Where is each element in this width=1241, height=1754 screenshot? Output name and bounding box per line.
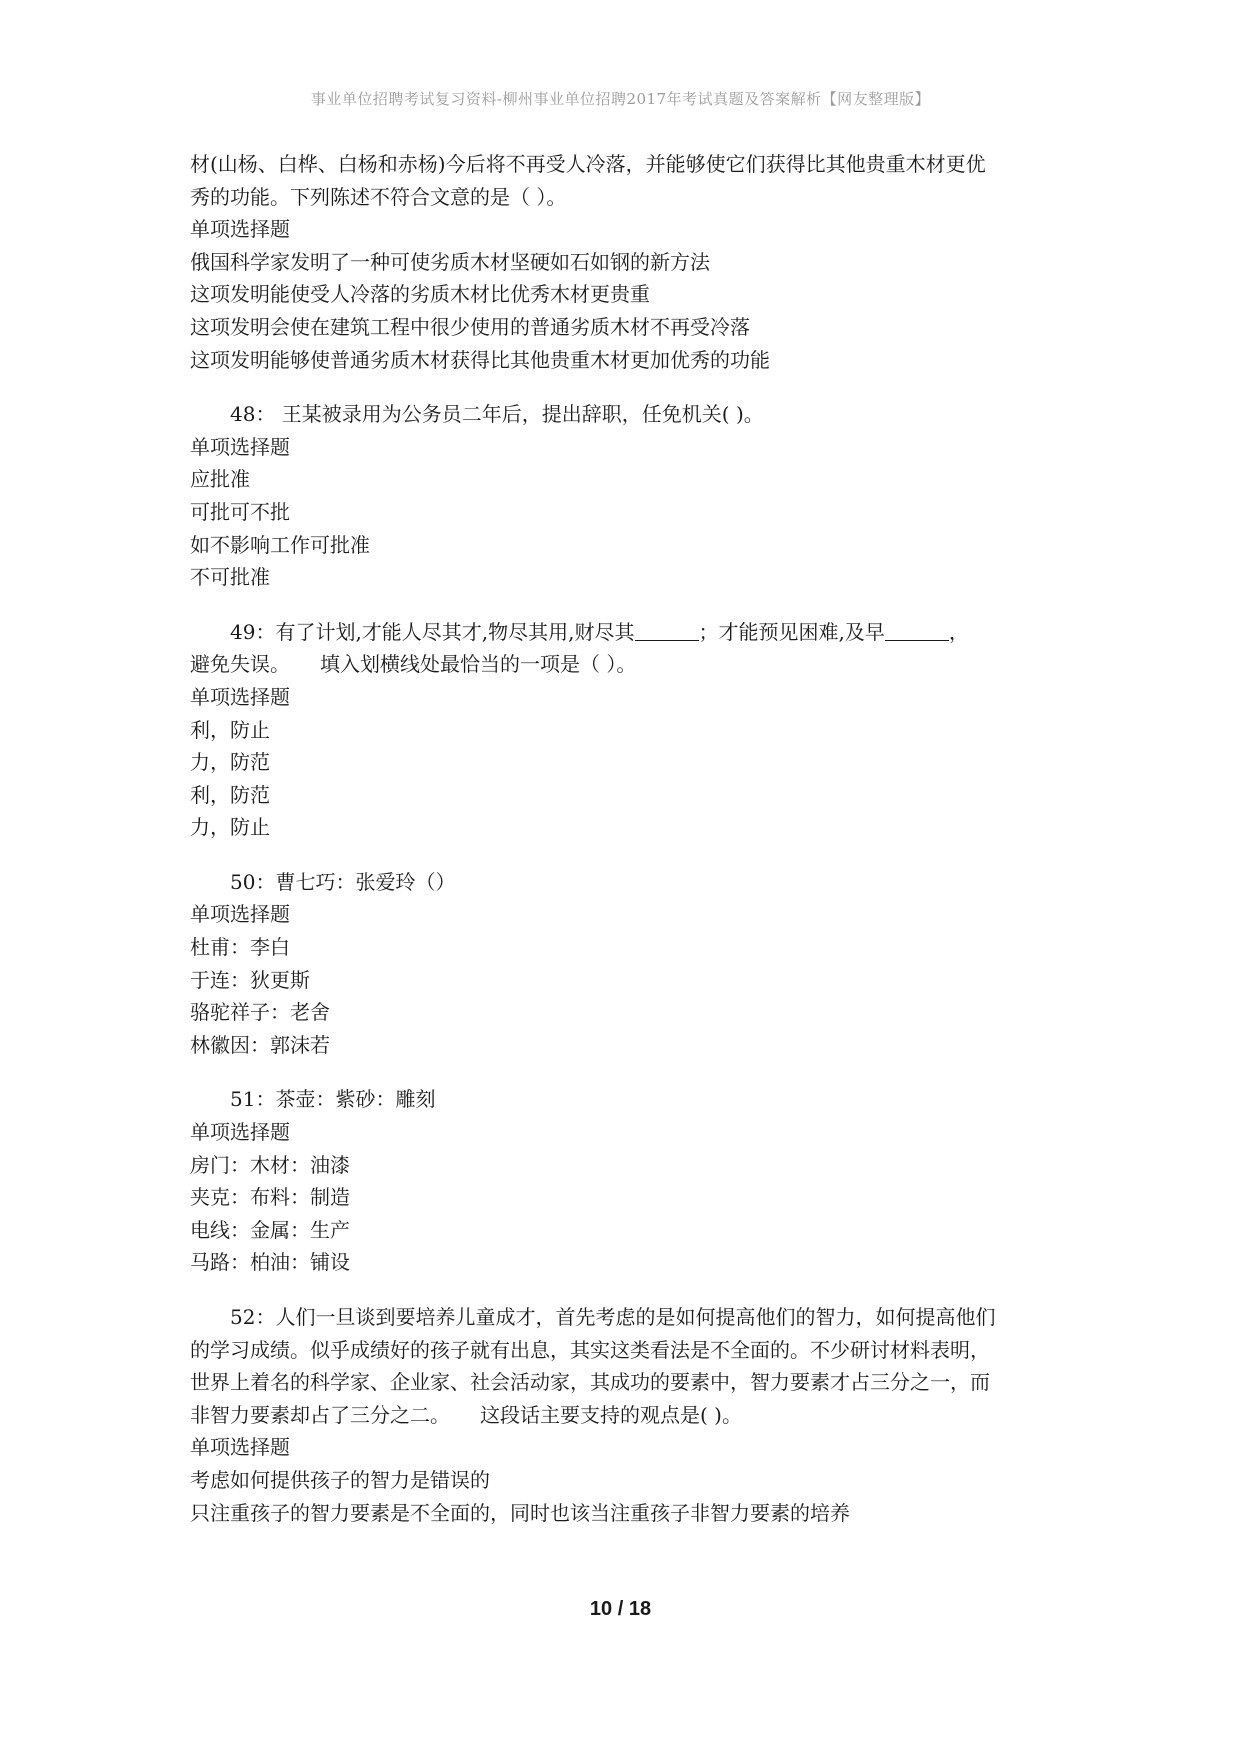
question-type-label: 单项选择题 xyxy=(190,1435,290,1460)
question-stem: 50：曹七巧：张爱玲（） xyxy=(230,869,456,894)
question-50 xyxy=(190,866,1070,1062)
answer-option: 利，防范 xyxy=(190,782,270,807)
question-48 xyxy=(190,398,1070,594)
question-stem-line: 非智力要素却占了三分之二。 这段话主要支持的观点是( )。 xyxy=(190,1402,742,1427)
stem-text: ；才能预见困难,及早 xyxy=(698,619,885,644)
spacer xyxy=(190,594,1070,616)
question-51 xyxy=(190,1083,1070,1279)
answer-option: 俄国科学家发明了一种可使劣质木材坚硬如石如钢的新方法 xyxy=(190,249,710,274)
answer-option: 不可批准 xyxy=(190,565,270,590)
question-stem-line: 52：人们一旦谈到要培养儿童成才，首先考虑的是如何提高他们的智力，如何提高他们 xyxy=(230,1305,996,1329)
answer-option: 利，防止 xyxy=(190,717,270,742)
spacer xyxy=(190,844,1070,866)
fill-blank xyxy=(635,620,699,641)
answer-option: 这项发明能使受人冷落的劣质木材比优秀木材更贵重 xyxy=(190,282,650,307)
answer-option: 可批可不批 xyxy=(190,499,290,524)
spacer xyxy=(190,1279,1070,1301)
question-type-label: 单项选择题 xyxy=(190,902,290,927)
stem-text: 49：有了计划,才能人尽其才,物尽其用,财尽其 xyxy=(230,619,635,644)
question-stem: 48： 王某被录用为公务员二年后，提出辞职，任免机关( )。 xyxy=(230,402,764,427)
question-stem-line: 避免失误。 填入划横线处最恰当的一项是（ ）。 xyxy=(190,652,637,677)
answer-option: 房门：木材：油漆 xyxy=(190,1152,350,1177)
answer-option: 这项发明能够使普通劣质木材获得比其他贵重木材更加优秀的功能 xyxy=(190,347,770,372)
answer-option: 林徽因：郭沫若 xyxy=(190,1032,330,1057)
answer-option: 于连：狄更斯 xyxy=(190,967,310,992)
document-body xyxy=(190,148,1070,1529)
question-47-tail xyxy=(190,148,1070,376)
question-stem-line: 世界上着名的科学家、企业家、社会活动家，其成功的要素中，智力要素才占三分之一，而 xyxy=(190,1370,990,1395)
answer-option: 只注重孩子的智力要素是不全面的，同时也该当注重孩子非智力要素的培养 xyxy=(190,1500,850,1525)
answer-option: 力，防范 xyxy=(190,750,270,775)
question-type-label: 单项选择题 xyxy=(190,217,290,242)
question-stem-line xyxy=(190,616,1070,649)
answer-option: 杜甫：李白 xyxy=(190,935,290,960)
question-stem: 51：茶壶：紫砂：雕刻 xyxy=(230,1087,436,1112)
spacer xyxy=(190,1061,1070,1083)
answer-option: 考虑如何提供孩子的智力是错误的 xyxy=(190,1467,490,1492)
answer-option: 应批准 xyxy=(190,467,250,492)
question-stem-line: 的学习成绩。似乎成绩好的孩子就有出息，其实这类看法是不全面的。不少研讨材料表明， xyxy=(190,1337,990,1362)
answer-option: 骆驼祥子：老舍 xyxy=(190,1000,330,1025)
answer-option: 马路：柏油：铺设 xyxy=(190,1250,350,1275)
fill-blank xyxy=(885,620,949,641)
question-stem-line: 材(山杨、白桦、白杨和赤杨)今后将不再受人冷落，并能够使它们获得比其他贵重木材更优 xyxy=(190,152,986,176)
stem-text: ， xyxy=(948,619,969,644)
answer-option: 如不影响工作可批准 xyxy=(190,532,370,557)
question-type-label: 单项选择题 xyxy=(190,1120,290,1145)
question-stem-line: 秀的功能。下列陈述不符合文意的是（ ）。 xyxy=(190,184,567,209)
answer-option: 夹克：布料：制造 xyxy=(190,1185,350,1210)
answer-option: 电线：金属：生产 xyxy=(190,1217,350,1242)
answer-option: 这项发明会使在建筑工程中很少使用的普通劣质木材不再受冷落 xyxy=(190,314,750,339)
running-header: 事业单位招聘考试复习资料-柳州事业单位招聘2017年考试真题及答案解析【网友整理版】 xyxy=(310,90,931,108)
question-type-label: 单项选择题 xyxy=(190,684,290,709)
spacer xyxy=(190,376,1070,398)
question-52 xyxy=(190,1301,1070,1529)
question-type-label: 单项选择题 xyxy=(190,434,290,459)
question-49 xyxy=(190,616,1070,844)
page-number: 10 / 18 xyxy=(589,1598,652,1620)
answer-option: 力，防止 xyxy=(190,815,270,840)
